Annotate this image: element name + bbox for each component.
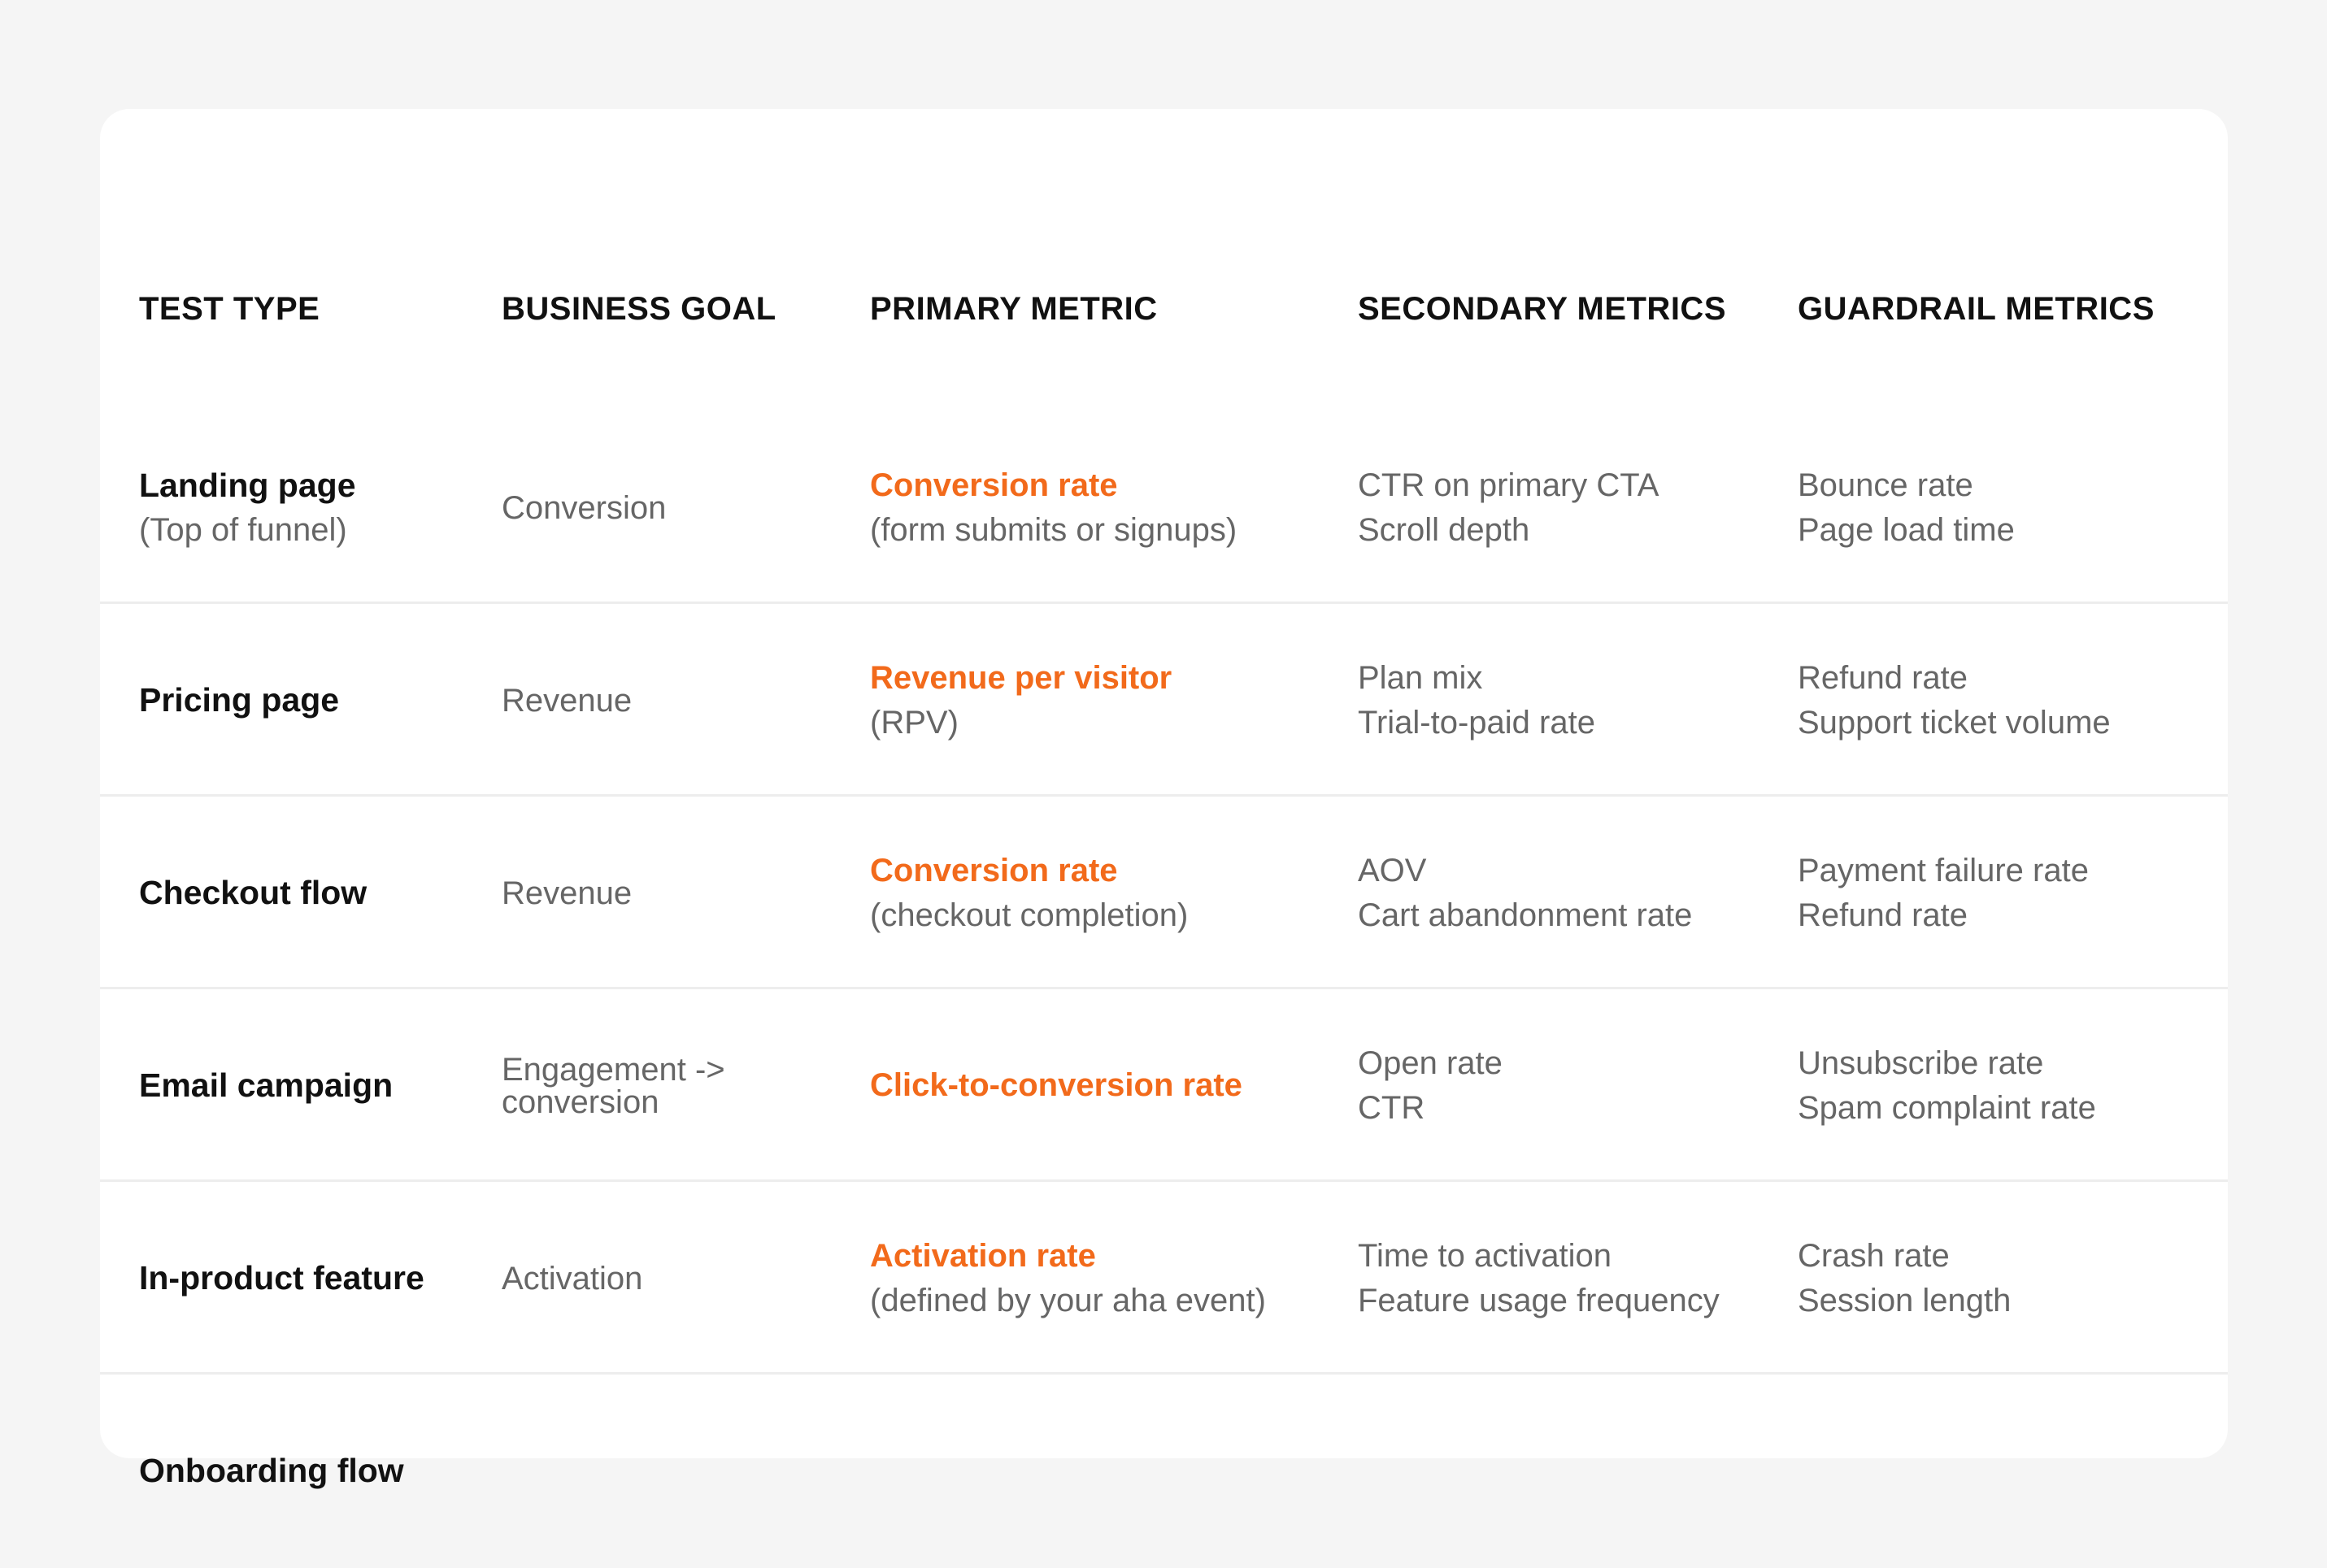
secondary-metric: CTR on primary CTA — [1358, 467, 1659, 503]
guardrail-metric: Refund rate — [1798, 897, 1968, 933]
header-business-goal: BUSINESS GOAL — [502, 291, 776, 327]
primary-metric-name: Activation rate — [870, 1237, 1096, 1274]
secondary-metric: Cart abandonment rate — [1358, 897, 1693, 933]
guardrail-metrics-cell — [1798, 604, 2220, 797]
test-type-cell — [139, 1182, 481, 1375]
primary-metric-cell — [870, 797, 1342, 989]
primary-metric-note: (checkout completion) — [870, 897, 1189, 933]
secondary-metric: Feature usage frequency — [1358, 1282, 1720, 1318]
business-goal: Revenue — [502, 875, 633, 911]
test-type-name: Onboarding flow — [139, 1452, 404, 1489]
table-row — [100, 411, 2228, 604]
primary-metric-cell — [870, 989, 1342, 1182]
business-goal-cell — [502, 797, 843, 989]
secondary-metrics-cell — [1358, 797, 1781, 989]
guardrail-metric: Session length — [1798, 1282, 2012, 1318]
primary-metric-note: (RPV) — [870, 704, 959, 741]
test-type-name: Landing page — [139, 466, 356, 504]
secondary-metric: Trial-to-paid rate — [1358, 704, 1595, 741]
primary-metric-name: Revenue per visitor — [870, 659, 1172, 696]
secondary-metric: Open rate — [1358, 1045, 1503, 1081]
guardrail-metric: Spam complaint rate — [1798, 1089, 2096, 1126]
business-goal-cell — [502, 989, 843, 1182]
table-header — [100, 109, 2228, 411]
secondary-metrics-cell — [1358, 1182, 1781, 1375]
table-row — [100, 794, 2228, 989]
primary-metric-note: (form submits or signups) — [870, 511, 1237, 548]
guardrail-metrics-cell — [1798, 411, 2220, 604]
secondary-metrics-cell — [1358, 989, 1781, 1182]
secondary-metric: Time to activation — [1358, 1237, 1612, 1274]
secondary-metric: AOV — [1358, 852, 1427, 888]
test-type-name: Email campaign — [139, 1066, 394, 1104]
primary-metric-name: Click-to-conversion rate — [870, 1067, 1242, 1103]
guardrail-metric: Unsubscribe rate — [1798, 1045, 2044, 1081]
test-type-cell — [139, 411, 481, 604]
guardrail-metric: Crash rate — [1798, 1237, 1950, 1274]
business-goal: Engagement -> conversion — [502, 1051, 725, 1120]
test-type-note: (Top of funnel) — [139, 511, 347, 548]
table-row — [100, 602, 2228, 797]
guardrail-metric: Support ticket volume — [1798, 704, 2111, 741]
guardrail-metric: Page load time — [1798, 511, 2015, 548]
primary-metric-cell — [870, 1182, 1342, 1375]
table-row — [100, 987, 2228, 1182]
business-goal: Revenue — [502, 682, 633, 719]
primary-metric-name: Conversion rate — [870, 852, 1118, 888]
test-type-name: Checkout flow — [139, 874, 368, 911]
test-type-name: Pricing page — [139, 681, 340, 719]
header-guardrail-metrics: GUARDRAIL METRICS — [1798, 291, 2155, 327]
guardrail-metrics-cell — [1798, 797, 2220, 989]
table-row — [100, 1179, 2228, 1375]
table-row — [100, 1372, 2228, 1489]
secondary-metrics-cell — [1358, 604, 1781, 797]
primary-metric-cell — [870, 411, 1342, 604]
header-primary-metric: PRIMARY METRIC — [870, 291, 1158, 327]
business-goal-cell — [502, 411, 843, 604]
test-type-name: In-product feature — [139, 1259, 424, 1297]
metrics-table-card — [100, 109, 2228, 1489]
secondary-metric: Scroll depth — [1358, 511, 1530, 548]
header-test-type: TEST TYPE — [139, 291, 320, 327]
guardrail-metrics-cell — [1798, 1182, 2220, 1375]
business-goal: Conversion — [502, 489, 667, 526]
business-goal-cell — [502, 604, 843, 797]
primary-metric-cell — [870, 604, 1342, 797]
secondary-metrics-cell — [1358, 411, 1781, 604]
guardrail-metric: Refund rate — [1798, 659, 1968, 696]
secondary-metric: CTR — [1358, 1089, 1425, 1126]
test-type-cell — [139, 604, 481, 797]
guardrail-metric: Bounce rate — [1798, 467, 1973, 503]
test-type-cell — [139, 989, 481, 1182]
guardrail-metrics-cell — [1798, 989, 2220, 1182]
guardrail-metric: Payment failure rate — [1798, 852, 2089, 888]
header-secondary-metrics: SECONDARY METRICS — [1358, 291, 1726, 327]
secondary-metric: Plan mix — [1358, 659, 1483, 696]
business-goal: Activation — [502, 1260, 643, 1297]
primary-metric-name: Conversion rate — [870, 467, 1118, 503]
primary-metric-note: (defined by your aha event) — [870, 1282, 1266, 1318]
test-type-cell — [139, 797, 481, 989]
business-goal-cell — [502, 1182, 843, 1375]
test-type-cell — [139, 1375, 481, 1567]
